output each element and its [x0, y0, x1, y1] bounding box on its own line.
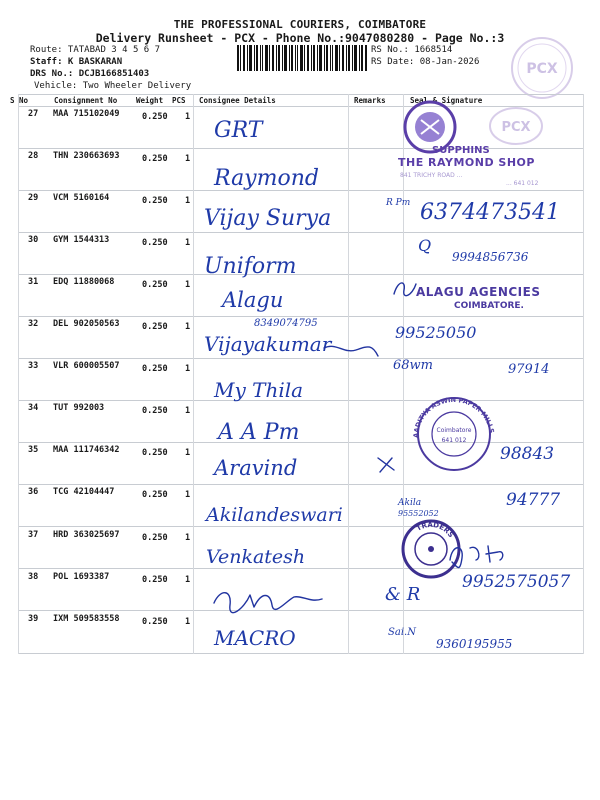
- row-consignment: IXM 509583558: [53, 614, 120, 624]
- row-consignment: THN 230663693: [53, 151, 120, 161]
- rs-number: RS No.: 1668514: [371, 45, 453, 55]
- row-sno: 27: [28, 109, 39, 119]
- row-pcs: 1: [185, 448, 191, 458]
- raymond-stamp-name: SUPPHINS: [432, 145, 490, 156]
- raymond-stamp-shop: THE RAYMOND SHOP: [398, 156, 535, 169]
- row-weight: 0.250: [142, 406, 168, 416]
- handwritten-consignee: Raymond: [214, 166, 319, 191]
- handwritten-phone: 97914: [508, 362, 550, 377]
- row-weight: 0.250: [142, 364, 168, 374]
- signature-scribble: [448, 540, 508, 570]
- raymond-stamp-address: 841 TRICHY ROAD ...: [400, 172, 463, 179]
- alagu-stamp-name: ALAGU AGENCIES: [416, 285, 541, 299]
- row-consignment: GYM 1544313: [53, 235, 110, 245]
- handwritten-consignee: My Thila: [214, 378, 304, 402]
- handwritten-phone: 9994856736: [452, 250, 529, 264]
- col-header-seal: Seal & Signature: [410, 96, 483, 105]
- handwritten-consignee: Uniform: [204, 254, 297, 279]
- row-consignment: VCM 5160164: [53, 193, 110, 203]
- handwritten-phone: 94777: [506, 490, 561, 510]
- handwritten-consignee: Vijay Surya: [204, 206, 332, 231]
- handwritten-consignee: MACRO: [214, 626, 296, 650]
- row-sno: 39: [28, 614, 39, 624]
- row-sno: 34: [28, 403, 39, 413]
- handwritten-phone: 9952575057: [462, 572, 571, 592]
- row-sno: 36: [28, 487, 39, 497]
- row-pcs: 1: [185, 617, 191, 627]
- signature-tick: [376, 456, 398, 474]
- row-weight: 0.250: [142, 448, 168, 458]
- row-weight: 0.250: [142, 154, 168, 164]
- handwritten-note: 8349074795: [254, 318, 318, 329]
- signature-scribble: [322, 340, 382, 364]
- raymond-stamp-address2: ... 641 012: [506, 180, 539, 187]
- handwritten-note: 95552052: [398, 509, 439, 518]
- row-sno: 37: [28, 530, 39, 540]
- row-sno: 35: [28, 445, 39, 455]
- row-sno: 28: [28, 151, 39, 161]
- drs-label: DRS No.: DCJB166851403: [30, 69, 150, 79]
- row-consignment: TUT 992003: [53, 403, 105, 413]
- row-consignment: EDQ 11880068: [53, 277, 115, 287]
- alagu-stamp-city: COIMBATORE.: [454, 301, 524, 311]
- row-pcs: 1: [185, 533, 191, 543]
- row-weight: 0.250: [142, 322, 168, 332]
- row-pcs: 1: [185, 280, 191, 290]
- row-weight: 0.250: [142, 575, 168, 585]
- aaditya-stamp-pin: 641 012: [441, 437, 467, 444]
- handwritten-phone: 6374473541: [420, 200, 560, 225]
- handwritten-consignee: GRT: [214, 118, 263, 143]
- row-consignment: MAA 111746342: [53, 445, 120, 455]
- row-sno: 32: [28, 319, 39, 329]
- row-pcs: 1: [185, 196, 191, 206]
- col-header-consignee: Consignee Details: [199, 96, 276, 105]
- pcx-stamp-mid: [488, 106, 544, 150]
- handwritten-consignee: Venkatesh: [206, 546, 306, 568]
- row-sno: 30: [28, 235, 39, 245]
- row-weight: 0.250: [142, 490, 168, 500]
- aaditya-round-stamp: [404, 386, 504, 476]
- company-title: THE PROFESSIONAL COURIERS, COIMBATORE: [173, 18, 427, 31]
- pcx-stamp-mid-text: PCX: [501, 120, 531, 135]
- handwritten-consignee: Alagu: [222, 288, 284, 312]
- row-consignment: TCG 42104447: [53, 487, 115, 497]
- traders-ring-text: TRADERS: [415, 520, 456, 540]
- row-pcs: 1: [185, 322, 191, 332]
- row-weight: 0.250: [142, 112, 168, 122]
- col-header-remarks: Remarks: [354, 96, 386, 105]
- barcode: [237, 45, 367, 71]
- row-weight: 0.250: [142, 617, 168, 627]
- col-header-weight: Weight: [136, 96, 164, 105]
- handwritten-prefix: R Pm: [386, 198, 411, 208]
- handwritten-phone: 9360195955: [436, 637, 513, 651]
- handwritten-consignee: A A Pm: [218, 420, 300, 445]
- row-consignment: DEL 902050563: [53, 319, 120, 329]
- handwritten-prefix: & R: [385, 584, 421, 605]
- handwritten-prefix: Sai.N: [388, 627, 416, 638]
- row-weight: 0.250: [142, 280, 168, 290]
- handwritten-consignee: Aravind: [214, 456, 298, 480]
- aaditya-stamp-city: Coimbatore: [436, 427, 472, 434]
- route-label: Route: TATABAD 3 4 5 6 7: [30, 45, 161, 55]
- pcx-stamp-top-text: PCX: [526, 61, 558, 77]
- row-consignment: POL 1693387: [53, 572, 110, 582]
- handwritten-consignee: Vijayakumar: [204, 332, 332, 356]
- row-consignment: HRD 363025697: [53, 530, 120, 540]
- row-sno: 38: [28, 572, 39, 582]
- row-weight: 0.250: [142, 533, 168, 543]
- handwritten-phone: 98843: [500, 444, 555, 464]
- row-weight: 0.250: [142, 196, 168, 206]
- signature-scribble: [210, 585, 330, 615]
- row-pcs: 1: [185, 406, 191, 416]
- handwritten-prefix: Q: [418, 236, 432, 255]
- handwritten-prefix: Akila: [398, 498, 422, 508]
- runsheet-subtitle: Delivery Runsheet - PCX - Phone No.:9047080280 - Page No.:3: [95, 31, 505, 45]
- row-sno: 33: [28, 361, 39, 371]
- row-pcs: 1: [185, 575, 191, 585]
- row-pcs: 1: [185, 238, 191, 248]
- row-sno: 29: [28, 193, 39, 203]
- vehicle-label: Vehicle: Two Wheeler Delivery: [34, 81, 192, 91]
- col-header-consignment: Consignment No: [54, 96, 118, 105]
- handwritten-consignee: Akilandeswari: [206, 504, 343, 526]
- row-pcs: 1: [185, 364, 191, 374]
- col-header-pcs: PCS: [172, 96, 186, 105]
- aaditya-ring-text: AADITYA ASWIN PAPER MILLS: [411, 395, 496, 439]
- handwritten-note: 68wm: [393, 358, 433, 373]
- row-weight: 0.250: [142, 238, 168, 248]
- row-sno: 31: [28, 277, 39, 287]
- row-consignment: MAA 715102049: [53, 109, 120, 119]
- row-pcs: 1: [185, 154, 191, 164]
- handwritten-phone: 99525050: [395, 323, 477, 342]
- rs-date: RS Date: 08-Jan-2026: [371, 57, 480, 67]
- col-header-sno: S No: [10, 96, 29, 105]
- staff-label: Staff: K BASKARAN: [30, 57, 123, 67]
- row-pcs: 1: [185, 490, 191, 500]
- row-consignment: VLR 600005507: [53, 361, 120, 371]
- row-pcs: 1: [185, 112, 191, 122]
